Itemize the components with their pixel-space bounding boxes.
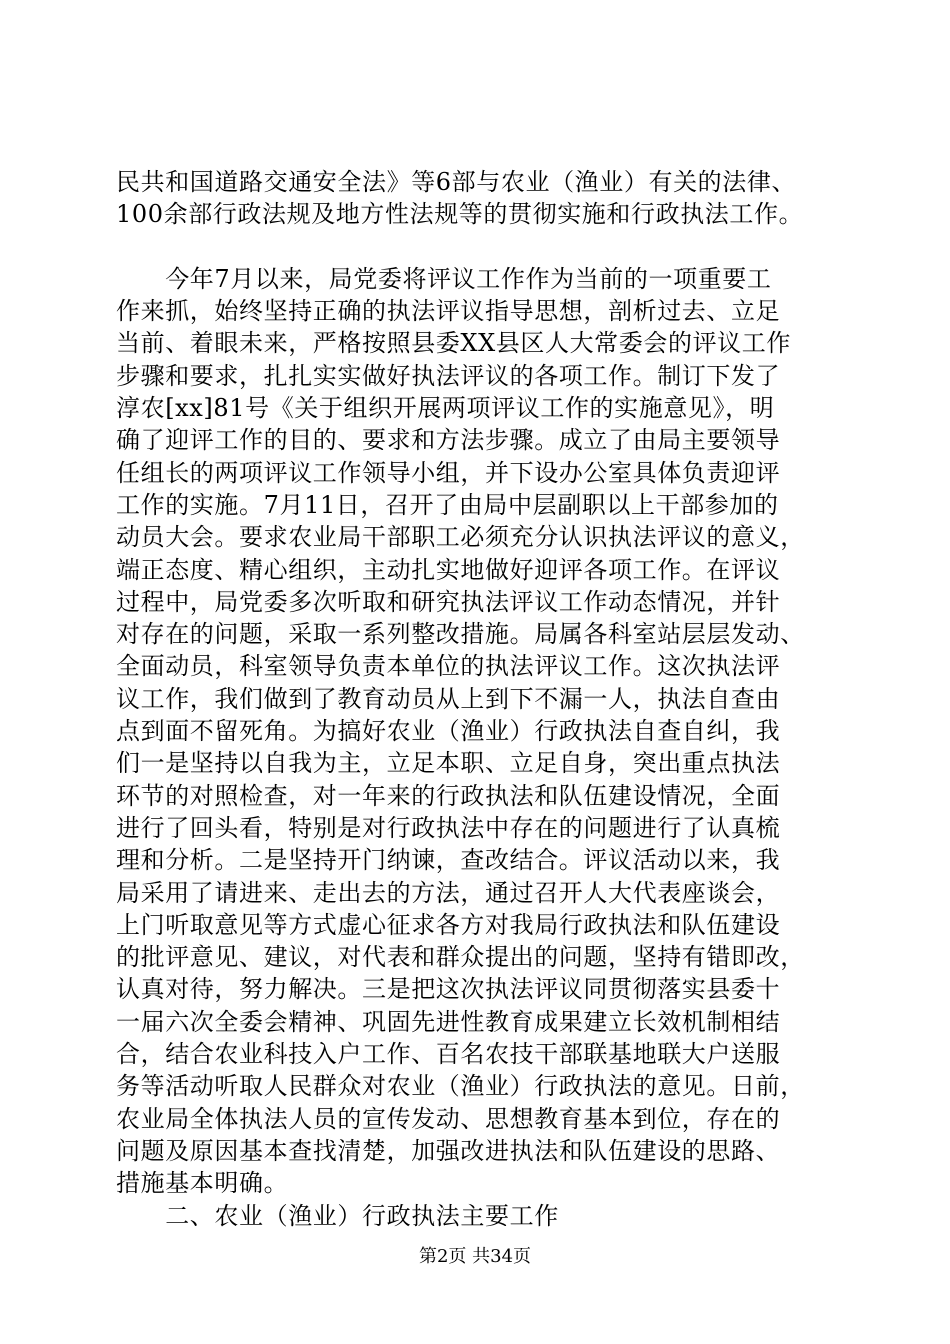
section-heading: 二、农业（渔业）行政执法主要工作 bbox=[116, 1201, 559, 1230]
text-line: 全面动员，科室领导负责本单位的执法评议工作。这次执法评 bbox=[116, 652, 781, 681]
text-line: 理和分析。二是坚持开门纳谏，查改结合。评议活动以来，我 bbox=[116, 846, 781, 875]
text-line: 对存在的问题，采取一系列整改措施。局属各科室站层层发动、 bbox=[116, 620, 805, 649]
paragraph-gap bbox=[116, 231, 836, 263]
text-line: 们一是坚持以自我为主，立足本职、立足自身，突出重点执法 bbox=[116, 749, 781, 778]
text-line: 工作的实施。7月11日，召开了由局中层副职以上干部参加的 bbox=[116, 490, 779, 519]
text-line: 确了迎评工作的目的、要求和方法步骤。成立了由局主要领导 bbox=[116, 426, 781, 455]
text-line: 认真对待，努力解决。三是把这次执法评议同贯彻落实县委十 bbox=[116, 975, 781, 1004]
text-line: 问题及原因基本查找清楚，加强改进执法和队伍建设的思路、 bbox=[116, 1136, 781, 1165]
text-line: 议工作，我们做到了教育动员从上到下不漏一人，执法自查由 bbox=[116, 684, 781, 713]
text-line: 今年7月以来，局党委将评议工作作为当前的一项重要工 bbox=[116, 264, 772, 293]
text-line: 过程中，局党委多次听取和研究执法评议工作动态情况，并针 bbox=[116, 587, 781, 616]
text-line: 民共和国道路交通安全法》等6部与农业（渔业）有关的法律、 bbox=[116, 168, 797, 196]
text-line: 合，结合农业科技入户工作、百名农技干部联基地联大户送服 bbox=[116, 1040, 781, 1069]
text-line: 环节的对照检查，对一年来的行政执法和队伍建设情况，全面 bbox=[116, 781, 781, 810]
text-line: 点到面不留死角。为搞好农业（渔业）行政执法自查自纠，我 bbox=[116, 717, 781, 746]
text-line: 淳农[xx]81号《关于组织开展两项评议工作的实施意见》，明 bbox=[116, 394, 775, 423]
text-line: 进行了回头看，特别是对行政执法中存在的问题进行了认真梳 bbox=[116, 813, 781, 842]
text-line: 动员大会。要求农业局干部职工必须充分认识执法评议的意义， bbox=[116, 523, 805, 552]
text-line: 100余部行政法规及地方性法规等的贯彻实施和行政执法工作。 bbox=[116, 200, 804, 229]
text-line: 步骤和要求，扎扎实实做好执法评议的各项工作。制订下发了 bbox=[116, 361, 781, 390]
paragraph bbox=[116, 263, 836, 1200]
text-line: 的批评意见、建议，对代表和群众提出的问题，坚持有错即改， bbox=[116, 943, 805, 972]
text-line: 局采用了请进来、走出去的方法，通过召开人大代表座谈会， bbox=[116, 878, 781, 907]
text-line: 端正态度、精心组织，主动扎实地做好迎评各项工作。在评议 bbox=[116, 555, 781, 584]
text-line: 当前、着眼未来，严格按照县委XX县区人大常委会的评议工作 bbox=[116, 329, 791, 358]
text-line: 农业局全体执法人员的宣传发动、思想教育基本到位，存在的 bbox=[116, 1104, 781, 1133]
text-line: 作来抓，始终坚持正确的执法评议指导思想，剖析过去、立足 bbox=[116, 297, 781, 326]
text-line: 务等活动听取人民群众对农业（渔业）行政执法的意见。日前， bbox=[116, 1072, 805, 1101]
text-line: 措施基本明确。 bbox=[116, 1169, 289, 1198]
document-body bbox=[116, 166, 836, 1232]
text-line: 上门听取意见等方式虚心征求各方对我局行政执法和队伍建设 bbox=[116, 910, 781, 939]
text-line: 任组长的两项评议工作领导小组，并下设办公室具体负责迎评 bbox=[116, 458, 781, 487]
page-number-footer: 第2页 共34页 bbox=[418, 1246, 532, 1267]
text-line: 一届六次全委会精神、巩固先进性教育成果建立长效机制相结 bbox=[116, 1007, 781, 1036]
